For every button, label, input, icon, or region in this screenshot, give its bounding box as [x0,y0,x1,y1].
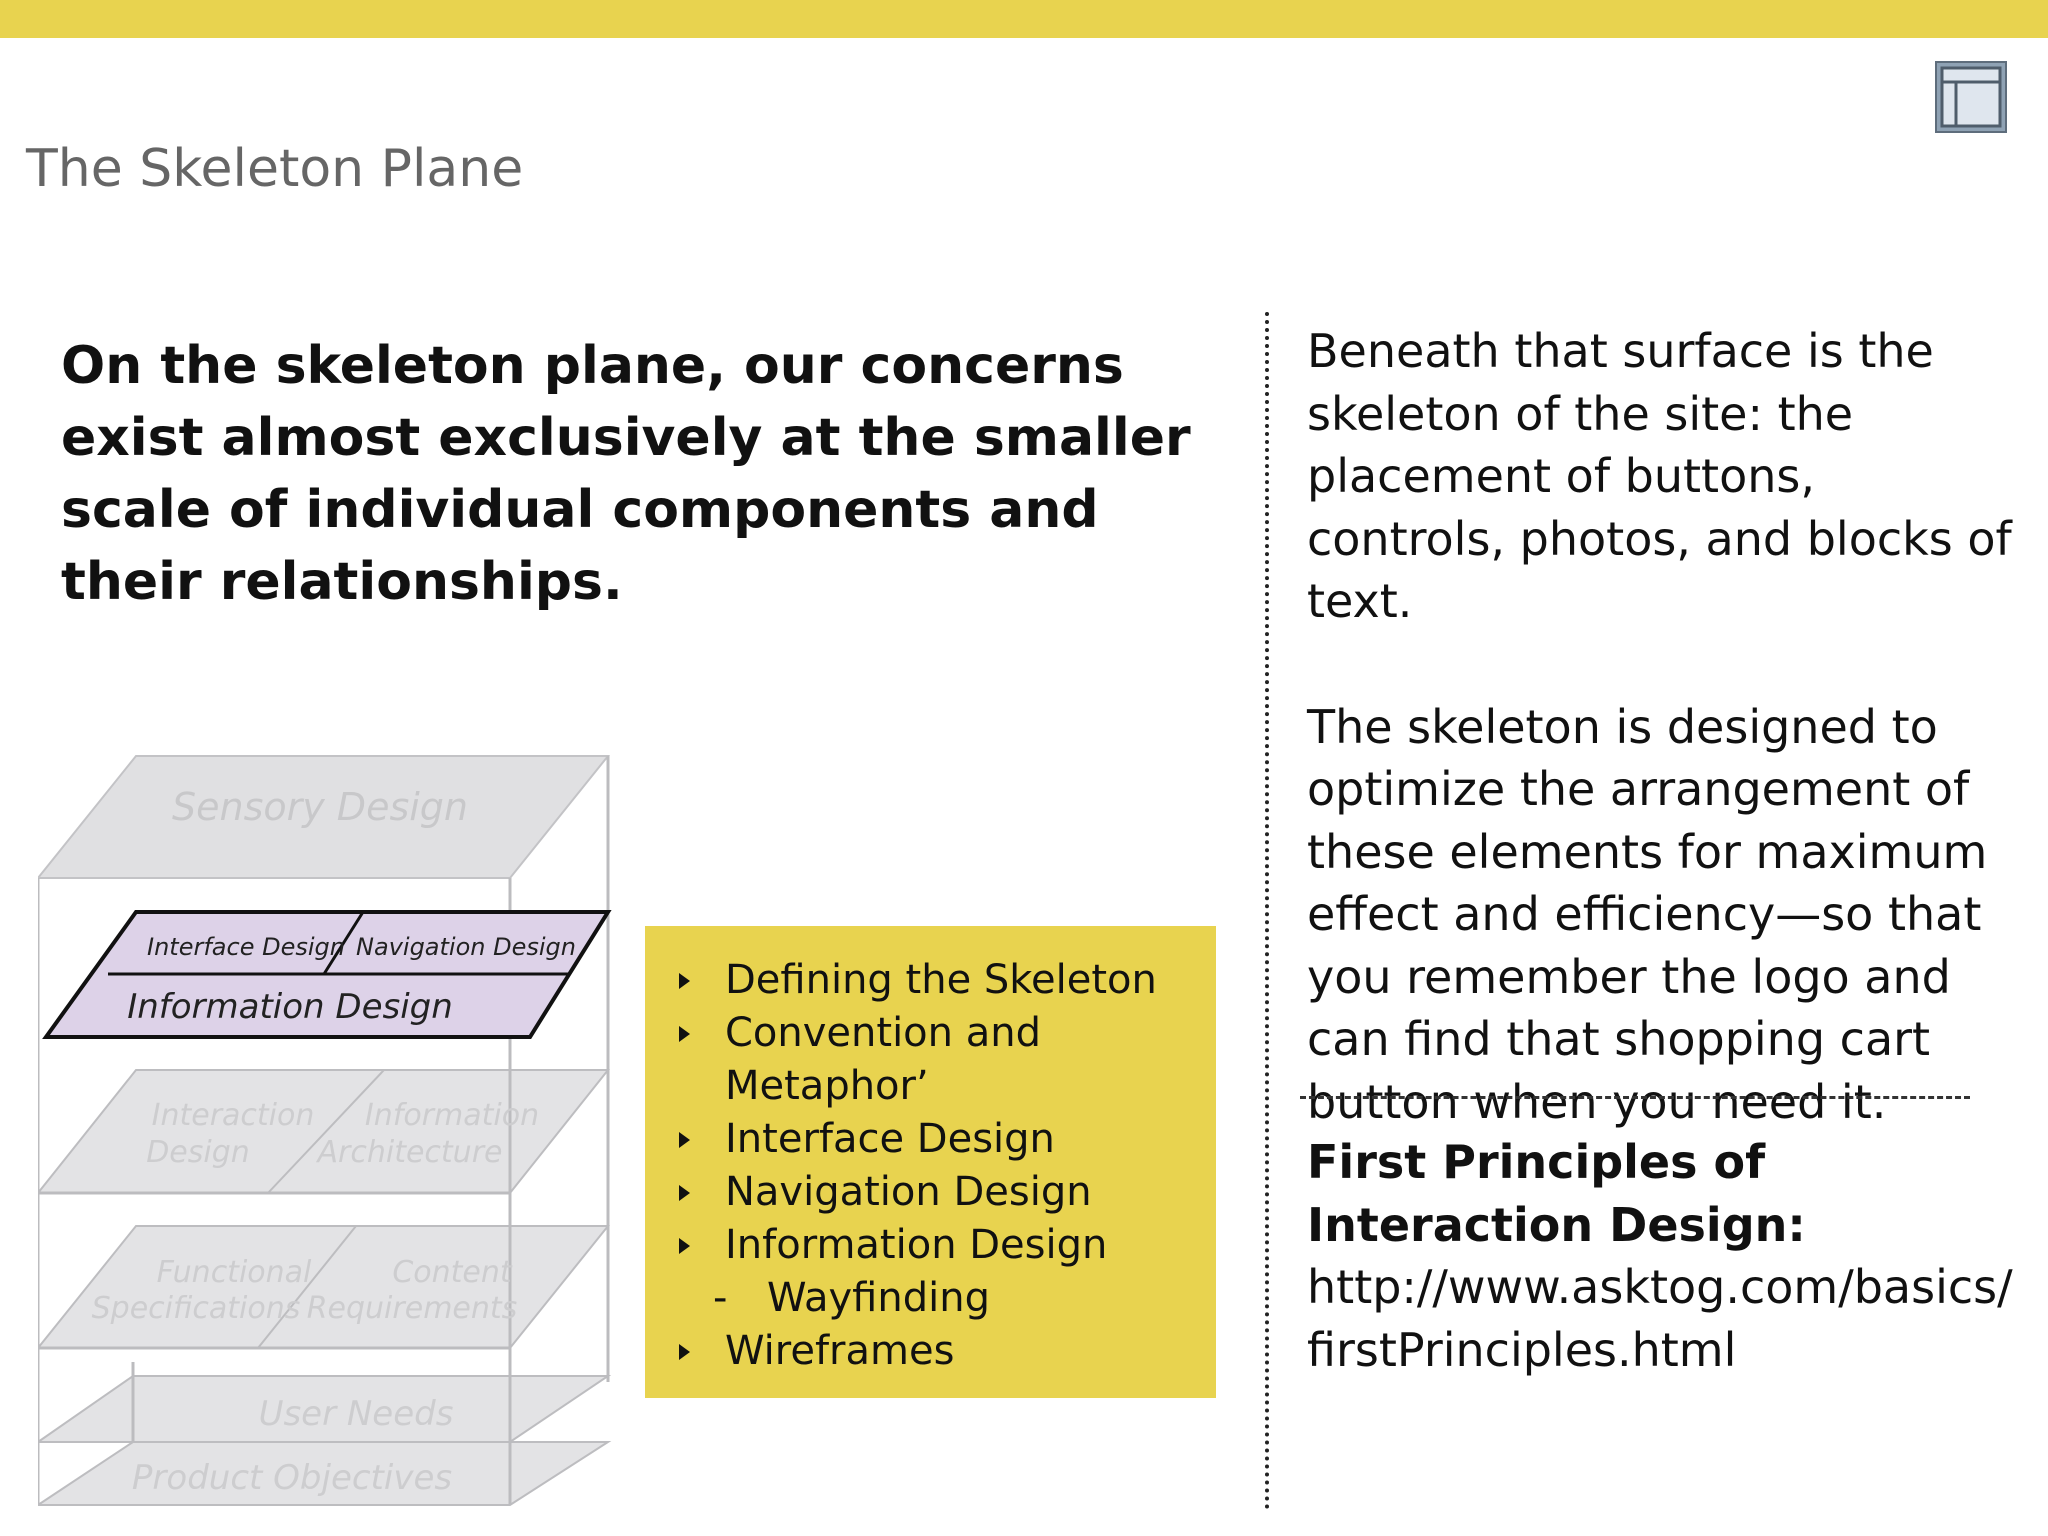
label-navigation-design: Navigation Design [356,933,576,961]
vertical-dotted-divider [1265,312,1269,1510]
topic-list [645,926,1216,1378]
bullet-triangle-icon [679,973,690,989]
lead-statement: On the skeleton plane, our concerns exist almost exclusively at the smaller scale of individual components and their relationships. [61,336,1191,612]
topic-box [645,926,1216,1398]
label-interface-design: Interface Design [147,933,345,961]
sub-bullet-dash: - [713,1275,728,1321]
topic-item: Convention and [675,1007,1216,1060]
horizontal-dashed-divider [1300,1096,1970,1099]
topic-item-continuation: Metaphor’ [725,1063,929,1109]
bullet-triangle-icon [679,1185,690,1201]
topic-subitem: - Wayfinding [675,1272,1216,1325]
slide-title: The Skeleton Plane [26,139,524,199]
bullet-triangle-icon [679,1026,690,1042]
bullet-triangle-icon [679,1344,690,1360]
reference-block [1307,1131,2027,1381]
bullet-triangle-icon [679,1238,690,1254]
label-sensory-design: Sensory Design [171,785,469,829]
topic-item: Navigation Design [675,1166,1216,1219]
reference-link[interactable]: http://www.asktog.com/basics/firstPrinciples.html [1307,1260,2013,1377]
label-interaction-1: Interaction [151,1098,315,1133]
elements-of-ux-diagram [38,752,624,1512]
label-information-design: Information Design [127,987,453,1027]
plane-scope [38,1226,608,1348]
label-content-1: Content [392,1255,512,1290]
label-info-arch-2: Architecture [317,1135,503,1170]
topic-item: Defining the Skeleton [675,954,1216,1007]
side-description [1307,320,2027,1133]
side-paragraph-1: Beneath that surface is the skeleton of the site: the placement of buttons, controls, photos, and blocks of text. [1307,324,2012,628]
reference-title: First Principles of Interaction Design: [1307,1135,1806,1252]
label-content-2: Requirements [306,1291,518,1326]
label-functional-1: Functional [156,1255,312,1290]
label-info-arch-1: Information [364,1098,540,1133]
topic-item: Wireframes [675,1325,1216,1378]
label-functional-2: Specifications [91,1291,301,1326]
label-interaction-2: Design [146,1135,250,1170]
label-user-needs: User Needs [258,1394,454,1434]
side-paragraph-2: The skeleton is designed to optimize the arrangement of these elements for maximum effect and efficiency—so that you remember the logo and can find that shopping cart button when you need it. [1307,699,1988,1129]
topic-item: Information Design [675,1219,1216,1272]
label-product-objectives: Product Objectives [131,1458,453,1498]
layout-panel-icon[interactable] [1934,60,2008,134]
top-accent-bar [0,0,2048,38]
bullet-triangle-icon [679,1132,690,1148]
topic-item: Interface Design [675,1113,1216,1166]
